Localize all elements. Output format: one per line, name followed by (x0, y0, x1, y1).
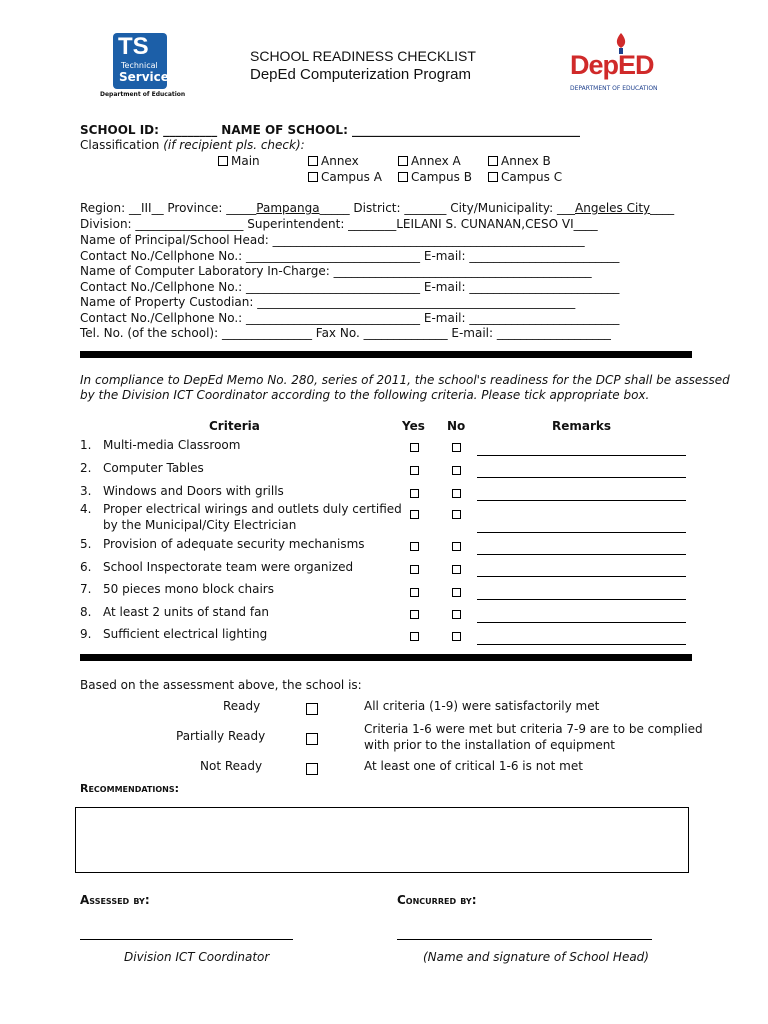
criteria-row-7-no-checkbox[interactable] (452, 588, 461, 597)
concurred-by-label: Concurred by: (397, 893, 477, 907)
criteria-row-2-no-checkbox[interactable] (452, 466, 461, 475)
header-criteria: Criteria (209, 419, 260, 433)
concurred-caption: (Name and signature of School Head) (423, 950, 649, 964)
criteria-row-4-text: Proper electrical wirings and outlets duly certified (103, 502, 402, 516)
criteria-row-6-remarks-line[interactable] (477, 576, 686, 577)
criteria-row-5-num: 5. (80, 537, 92, 551)
criteria-row-9-no-checkbox[interactable] (452, 632, 461, 641)
ts-logo-letters: TS (118, 33, 149, 60)
contact-line-3: Contact No./Cellphone No.: _____________________________ E-mail: _________________________ (80, 311, 620, 325)
division-line: Division: __________________ Superintendent: ________LEILANI S. CUNANAN,CESO VI____ (80, 217, 598, 231)
option-campus-a[interactable]: Campus A (308, 170, 382, 184)
criteria-row-9-yes-checkbox[interactable] (410, 632, 419, 641)
criteria-row-6-no-checkbox[interactable] (452, 565, 461, 574)
criteria-row-8-yes-checkbox[interactable] (410, 610, 419, 619)
criteria-row-9-remarks-line[interactable] (477, 644, 686, 645)
criteria-row-5-no-checkbox[interactable] (452, 542, 461, 551)
deped-logo-caption: DEPARTMENT OF EDUCATION (570, 85, 658, 92)
checkbox-icon (218, 156, 228, 166)
school-id-line: SCHOOL ID: _________ NAME OF SCHOOL: ______________________________________ (80, 123, 581, 137)
header-yes: Yes (402, 419, 425, 433)
superintendent-value: __LEILANI S. CUNANAN,CESO VI____ (384, 217, 598, 231)
criteria-row-2-remarks-line[interactable] (477, 477, 686, 478)
criteria-row-8-no-checkbox[interactable] (452, 610, 461, 619)
region-value: III (140, 201, 152, 215)
assessment-not-ready-desc: At least one of critical 1-6 is not met (364, 759, 583, 773)
criteria-row-7-num: 7. (80, 582, 92, 596)
checkbox-icon (398, 172, 408, 182)
checkbox-icon (488, 172, 498, 182)
region-line: Region: __III__ Province: _____Pampanga_____ District: _______ City/Municipality: ___Angeles City____ (80, 201, 675, 215)
divider-2 (80, 654, 692, 661)
assessment-partial-label: Partially Ready (176, 729, 266, 743)
header-remarks: Remarks (552, 419, 612, 433)
ts-logo-badge (113, 33, 167, 89)
property-custodian-line: Name of Property Custodian: _____________________________________________________ (80, 295, 576, 309)
principal-line: Name of Principal/School Head: ____________________________________________________ (80, 233, 585, 247)
criteria-row-4-no-checkbox[interactable] (452, 510, 461, 519)
compliance-line-2: by the Division ICT Coordinator according to the following criteria. Please tick appropriate box. (80, 388, 650, 402)
criteria-row-1-text: Multi-media Classroom (103, 438, 241, 452)
criteria-row-1-yes-checkbox[interactable] (410, 443, 419, 452)
criteria-row-3-remarks-line[interactable] (477, 500, 686, 501)
criteria-row-7-remarks-line[interactable] (477, 599, 686, 600)
lab-incharge-line: Name of Computer Laboratory In-Charge: ___________________________________________ (80, 264, 592, 278)
ts-logo-line1: Technical (121, 61, 158, 70)
recommendations-box[interactable] (75, 807, 689, 873)
assessment-partial-desc-2: with prior to the installation of equipment (364, 738, 616, 752)
criteria-row-6-yes-checkbox[interactable] (410, 565, 419, 574)
option-campus-b[interactable]: Campus B (398, 170, 472, 184)
assessed-signature-line[interactable] (80, 939, 293, 940)
criteria-row-4-text-2: by the Municipal/City Electrician (103, 518, 297, 532)
criteria-row-1-no-checkbox[interactable] (452, 443, 461, 452)
contact-line-2: Contact No./Cellphone No.: _____________________________ E-mail: _________________________ (80, 280, 620, 294)
assessment-intro: Based on the assessment above, the school is: (80, 678, 362, 692)
recommendations-label: Recommendations: (80, 782, 179, 795)
criteria-row-4-num: 4. (80, 502, 92, 516)
compliance-line-1: In compliance to DepEd Memo No. 280, series of 2011, the school's readiness for the DCP shall be assessed (80, 373, 730, 387)
criteria-row-8-text: At least 2 units of stand fan (103, 605, 270, 619)
criteria-row-3-text: Windows and Doors with grills (103, 484, 284, 498)
checkbox-icon (398, 156, 408, 166)
assessed-caption: Division ICT Coordinator (124, 950, 270, 964)
deped-logo (566, 32, 676, 98)
criteria-row-8-remarks-line[interactable] (477, 622, 686, 623)
option-annex[interactable]: Annex (308, 154, 359, 168)
province-value: Pampanga (256, 201, 320, 215)
assessment-partial-checkbox[interactable] (306, 733, 318, 745)
criteria-row-6-text: School Inspectorate team were organized (103, 560, 354, 574)
criteria-row-3-yes-checkbox[interactable] (410, 489, 419, 498)
assessment-ready-desc: All criteria (1-9) were satisfactorily met (364, 699, 600, 713)
assessed-by-label: Assessed by: (80, 893, 150, 907)
option-annex-b[interactable]: Annex B (488, 154, 551, 168)
criteria-row-9-num: 9. (80, 627, 92, 641)
classification-line (80, 138, 305, 152)
option-campus-c[interactable]: Campus C (488, 170, 562, 184)
criteria-row-4-remarks-line[interactable] (477, 532, 686, 533)
checkbox-icon (488, 156, 498, 166)
city-value: Angeles City (575, 201, 651, 215)
divider-1 (80, 351, 692, 358)
criteria-row-3-no-checkbox[interactable] (452, 489, 461, 498)
classification-label: Classification (80, 138, 160, 152)
concurred-signature-line[interactable] (397, 939, 652, 940)
option-main[interactable]: Main (218, 154, 260, 168)
header-no: No (447, 419, 466, 433)
checkbox-icon (308, 156, 318, 166)
assessment-ready-label: Ready (223, 699, 261, 713)
checkbox-icon (308, 172, 318, 182)
assessment-not-ready-checkbox[interactable] (306, 763, 318, 775)
criteria-row-1-num: 1. (80, 438, 92, 452)
ts-logo-caption: Department of Education (100, 91, 186, 98)
ts-logo (100, 33, 186, 99)
criteria-row-5-yes-checkbox[interactable] (410, 542, 419, 551)
criteria-row-9-text: Sufficient electrical lighting (103, 627, 268, 641)
classification-note: (if recipient pls. check): (163, 138, 305, 152)
tel-line: Tel. No. (of the school): _______________ Fax No. ______________ E-mail: ___________________ (80, 326, 611, 340)
criteria-row-4-yes-checkbox[interactable] (410, 510, 419, 519)
ts-logo-line2: Service (119, 70, 169, 84)
criteria-row-5-text: Provision of adequate security mechanisms (103, 537, 365, 551)
criteria-row-7-yes-checkbox[interactable] (410, 588, 419, 597)
criteria-row-3-num: 3. (80, 484, 92, 498)
option-annex-a[interactable]: Annex A (398, 154, 461, 168)
deped-logo-text: DepED (570, 50, 654, 80)
criteria-row-8-num: 8. (80, 605, 92, 619)
contact-line-1: Contact No./Cellphone No.: _____________________________ E-mail: _________________________ (80, 249, 620, 263)
criteria-row-2-yes-checkbox[interactable] (410, 466, 419, 475)
criteria-row-6-num: 6. (80, 560, 92, 574)
title-line2: DepEd Computerization Program (250, 66, 471, 83)
criteria-row-5-remarks-line[interactable] (477, 554, 686, 555)
criteria-row-2-num: 2. (80, 461, 92, 475)
criteria-row-7-text: 50 pieces mono block chairs (103, 582, 274, 596)
title-line1: SCHOOL READINESS CHECKLIST (250, 48, 476, 64)
criteria-row-1-remarks-line[interactable] (477, 455, 686, 456)
assessment-partial-desc-1: Criteria 1-6 were met but criteria 7-9 are to be complied (364, 722, 703, 736)
assessment-ready-checkbox[interactable] (306, 703, 318, 715)
criteria-row-2-text: Computer Tables (103, 461, 204, 475)
assessment-not-ready-label: Not Ready (200, 759, 263, 773)
